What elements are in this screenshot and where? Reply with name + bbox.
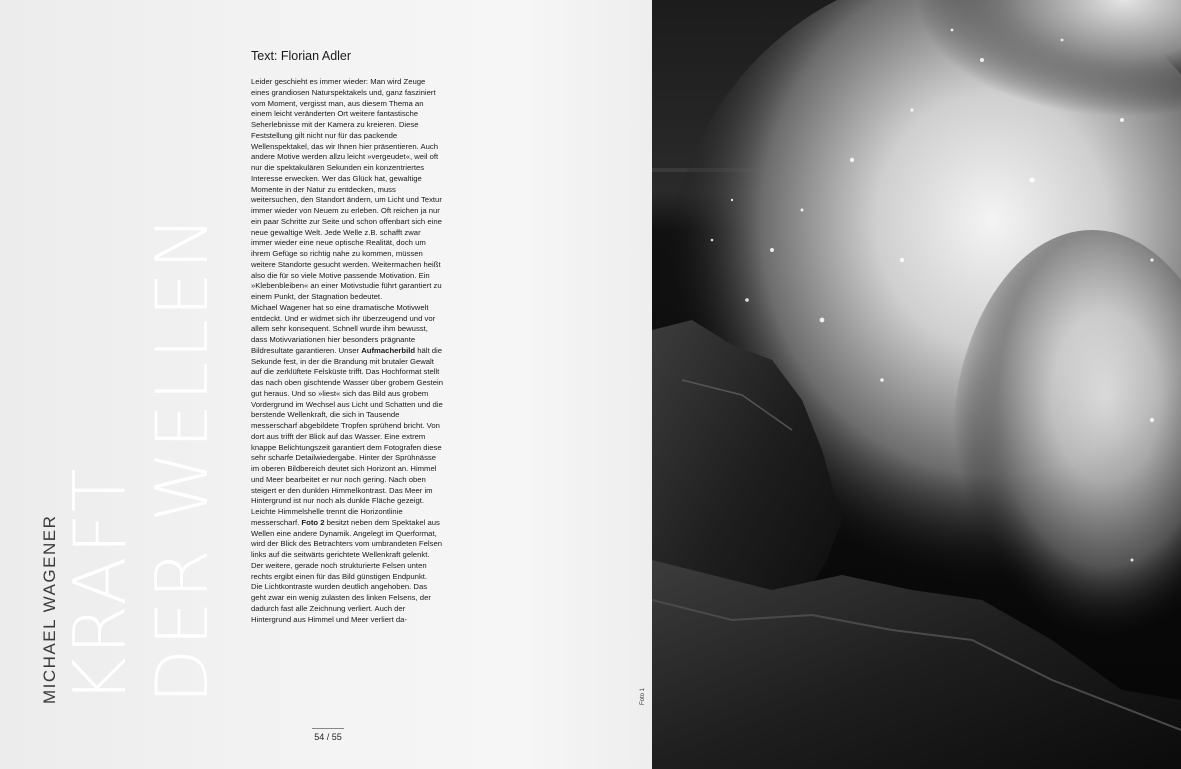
body-text-run: hält die Sekunde fest, in der die Brandung mit brutaler Gewalt auf die zerklüftete Felsküste trifft. Das Hochformat stellt das nach oben gischtende Wasser über grobem Gestein gut heraus. Und so »liest« sich das Bild aus grobem Vordergrund im Wechsel aus Licht und Schatten und die berstende Wellenkraft, die sich in Tausende messerscharf abgebildete Tropfen sprühend bricht. Von dort aus trifft der Blick auf das Wasser. Eine extrem knappe Belichtungszeit garantiert dem Fotografen diese sehr scharfe Detailwiedergabe. Hinter der Sprühnässe im oberen Bildbereich deutet sich Horizont an. Himmel und Meer bearbeitet er nur noch gering. Nach oben steigert er den dunklen Himmelkontrast. Das Meer im Hintergrund ist nur noch als dunkle Fläche gezeigt. Leichte Himmelshelle trennt die Horizontlinie messerscharf. bbox=[251, 345, 444, 527]
body-paragraph-2 bbox=[251, 303, 443, 583]
author-name: MICHAEL WAGENER bbox=[40, 514, 59, 704]
body-text-run: besitzt neben dem Spektakel aus Wellen eine andere Dynamik. Angelegt im Querformat, wird der Blick des Betrachters vom umbrandeten Felsen links auf die seitwärts gerichtete Wellenkraft gelenkt. Der weitere, gerade noch strukturierte Felsen unten rechts ergibt einen für das Bild günstigen Endpunkt. bbox=[251, 517, 442, 581]
headline-line-1: KRAFT bbox=[58, 466, 142, 704]
wave-photo-graphic bbox=[652, 0, 1181, 769]
body-paragraph-1: Leider geschieht es immer wieder: Man wird Zeuge eines grandiosen Naturspektakels und, ganz fasziniert vom Moment, vergisst man, aus diesem Thema an einem leicht veränderten Ort weitere fantastische Seherlebnisse mit der Kamera zu kreieren. Diese Feststellung gilt nicht nur für das packende Wellenspektakel, das wir Ihnen hier präsentieren. Auch andere Motive werden allzu leicht »vergeudet«, weil oft nur die spektakulären Sekunden ein konzentriertes Interesse erwecken. Wer das Glück hat, gewaltige Momente in der Natur zu entdecken, muss weitersuchen, den Standort ändern, um Licht und Textur immer wieder von Neuem zu erleben. Oft reichen ja nur ein paar Schritte zur Seite und schon offenbart sich eine neue gewaltige Welt. Jede Welle z.B. schafft zwar immer wieder eine neue optische Realität, doch um ihrem Gefüge so richtig nahe zu kommen, müssen weitere Standorte gesucht werden. Weitermachen heißt also die für so viele Motive passende Motivation. Ein »Klebenbleiben« an einer Motivstudie führt garantiert zu einem Punkt, der Stagnation bedeutet. bbox=[251, 77, 442, 301]
byline: Text: Florian Adler bbox=[251, 49, 352, 63]
wave-photo bbox=[652, 0, 1181, 769]
bold-term-foto-2: Foto 2 bbox=[301, 517, 325, 527]
article-body bbox=[251, 77, 443, 625]
photo-caption: Foto 1 bbox=[640, 687, 646, 705]
body-paragraph-3: Die Lichtkontraste wurden deutlich angehoben. Das geht zwar ein wenig zulasten des linken Felsens, der dadurch fast alle Zeichnung verliert. Auch der Hintergrund aus Himmel und Meer verliert da- bbox=[251, 582, 431, 624]
folio-rule bbox=[312, 728, 344, 729]
body-text-run: Michael Wagener hat so eine dramatische Motivwelt entdeckt. Und er widmet sich ihr überzeugend und vor allem sehr konsequent. Schnell wurde ihm bewusst, dass Motivvariationen hier besonders prägnante Bildresultate garantieren. Unser bbox=[251, 302, 436, 355]
bold-term-aufmacherbild: Aufmacherbild bbox=[361, 345, 416, 355]
page-numbers: 54 / 55 bbox=[314, 732, 342, 742]
headline-line-2: DER WELLEN bbox=[140, 213, 224, 704]
